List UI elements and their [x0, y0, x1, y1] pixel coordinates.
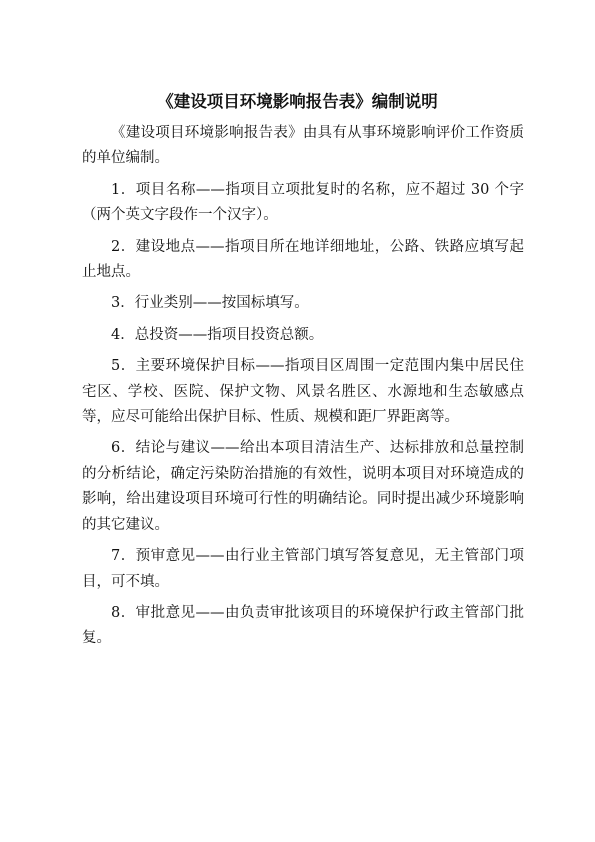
item-protection-targets: 5．主要环境保护目标——指项目区周围一定范围内集中居民住宅区、学校、医院、保护文物、风景名胜区、水源地和生态敏感点等，应尽可能给出保护目标、性质、规模和距厂界距离等。	[82, 358, 524, 426]
item-total-investment: 4．总投资——指项目投资总额。	[111, 326, 324, 343]
document-title: 《建设项目环境影响报告表》编制说明	[157, 92, 438, 111]
document-body	[82, 121, 524, 658]
item-project-name: 1．项目名称——指项目立项批复时的名称，应不超过 30 个字（两个英文字段作一个汉字）。	[82, 181, 524, 224]
item-conclusions: 6．结论与建议——给出本项目清洁生产、达标排放和总量控制的分析结论，确定污染防治措施的有效性，说明本项目对环境造成的影响，给出建设项目环境可行性的明确结论。同时提出减少环境影响的其它建议。	[82, 440, 524, 533]
item-construction-site: 2．建设地点——指项目所在地详细地址，公路、铁路应填写起止地点。	[82, 238, 524, 281]
intro-paragraph: 《建设项目环境影响报告表》由具有从事环境影响评价工作资质的单位编制。	[82, 125, 524, 167]
item-pre-review: 7．预审意见——由行业主管部门填写答复意见，无主管部门项目，可不填。	[82, 548, 524, 590]
item-industry-category: 3．行业类别——按国标填写。	[111, 295, 309, 312]
item-approval: 8．审批意见——由负责审批该项目的环境保护行政主管部门批复。	[82, 604, 524, 647]
